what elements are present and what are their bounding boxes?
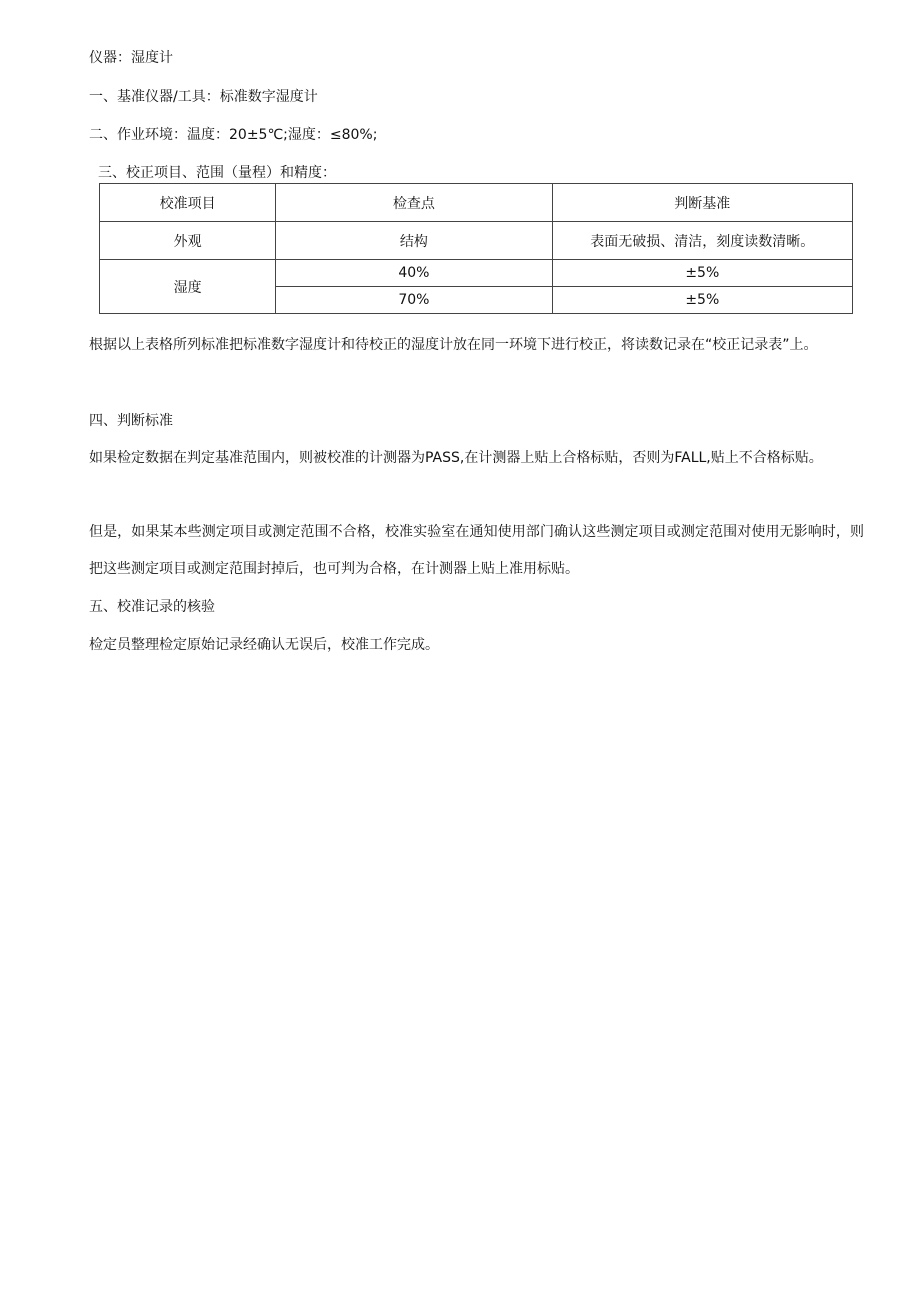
- header-cell-item: 校准项目: [100, 184, 276, 222]
- section-1-heading: 一、基准仪器/工具：标准数字湿度计: [89, 89, 318, 105]
- cell-appearance-criterion: 表面无破损、清洁，刻度读数清晰。: [552, 222, 852, 260]
- header-cell-criterion: 判断基准: [552, 184, 852, 222]
- paragraph-4-2: 但是，如果某本些测定项目或测定范围不合格，校准实验室在通知使用部门确认这些测定项目或测定范围对使用无影响时，则把这些测定项目或测定范围封掉后，也可判为合格，在计测器上贴上准用标贴。: [89, 524, 864, 577]
- table-header-row: [100, 184, 853, 222]
- paragraph-4-1: 如果检定数据在判定基准范围内，则被校准的计测器为PASS,在计测器上贴上合格标贴，否则为FALL,贴上不合格标贴。: [89, 450, 823, 466]
- section-5-heading: 五、校准记录的核验: [89, 599, 215, 615]
- instrument-line: 仪器：湿度计: [89, 50, 173, 66]
- cell-appearance-checkpoint: 结构: [276, 222, 552, 260]
- section-4-heading: 四、判断标准: [89, 413, 173, 429]
- cell-humidity-criterion-1: ±5%: [552, 260, 852, 287]
- cell-humidity-checkpoint-2: 70%: [276, 287, 552, 314]
- header-cell-checkpoint: 检查点: [276, 184, 552, 222]
- cell-humidity-criterion-2: ±5%: [552, 287, 852, 314]
- section-2-heading: 二、作业环境：温度：20±5℃;湿度：≤80%;: [89, 127, 378, 143]
- paragraph-after-table: 根据以上表格所列标准把标准数字湿度计和待校正的湿度计放在同一环境下进行校正，将读数记录在“校正记录表”上。: [89, 337, 818, 353]
- paragraph-5: 检定员整理检定原始记录经确认无误后，校准工作完成。: [89, 637, 439, 653]
- cell-humidity-checkpoint-1: 40%: [276, 260, 552, 287]
- table-row: [100, 260, 853, 287]
- cell-appearance-item: 外观: [100, 222, 276, 260]
- calibration-table: [99, 183, 853, 314]
- section-3-heading: 三、校正项目、范围（量程）和精度：: [98, 165, 336, 181]
- cell-humidity-item: 湿度: [100, 260, 276, 314]
- table-row: [100, 222, 853, 260]
